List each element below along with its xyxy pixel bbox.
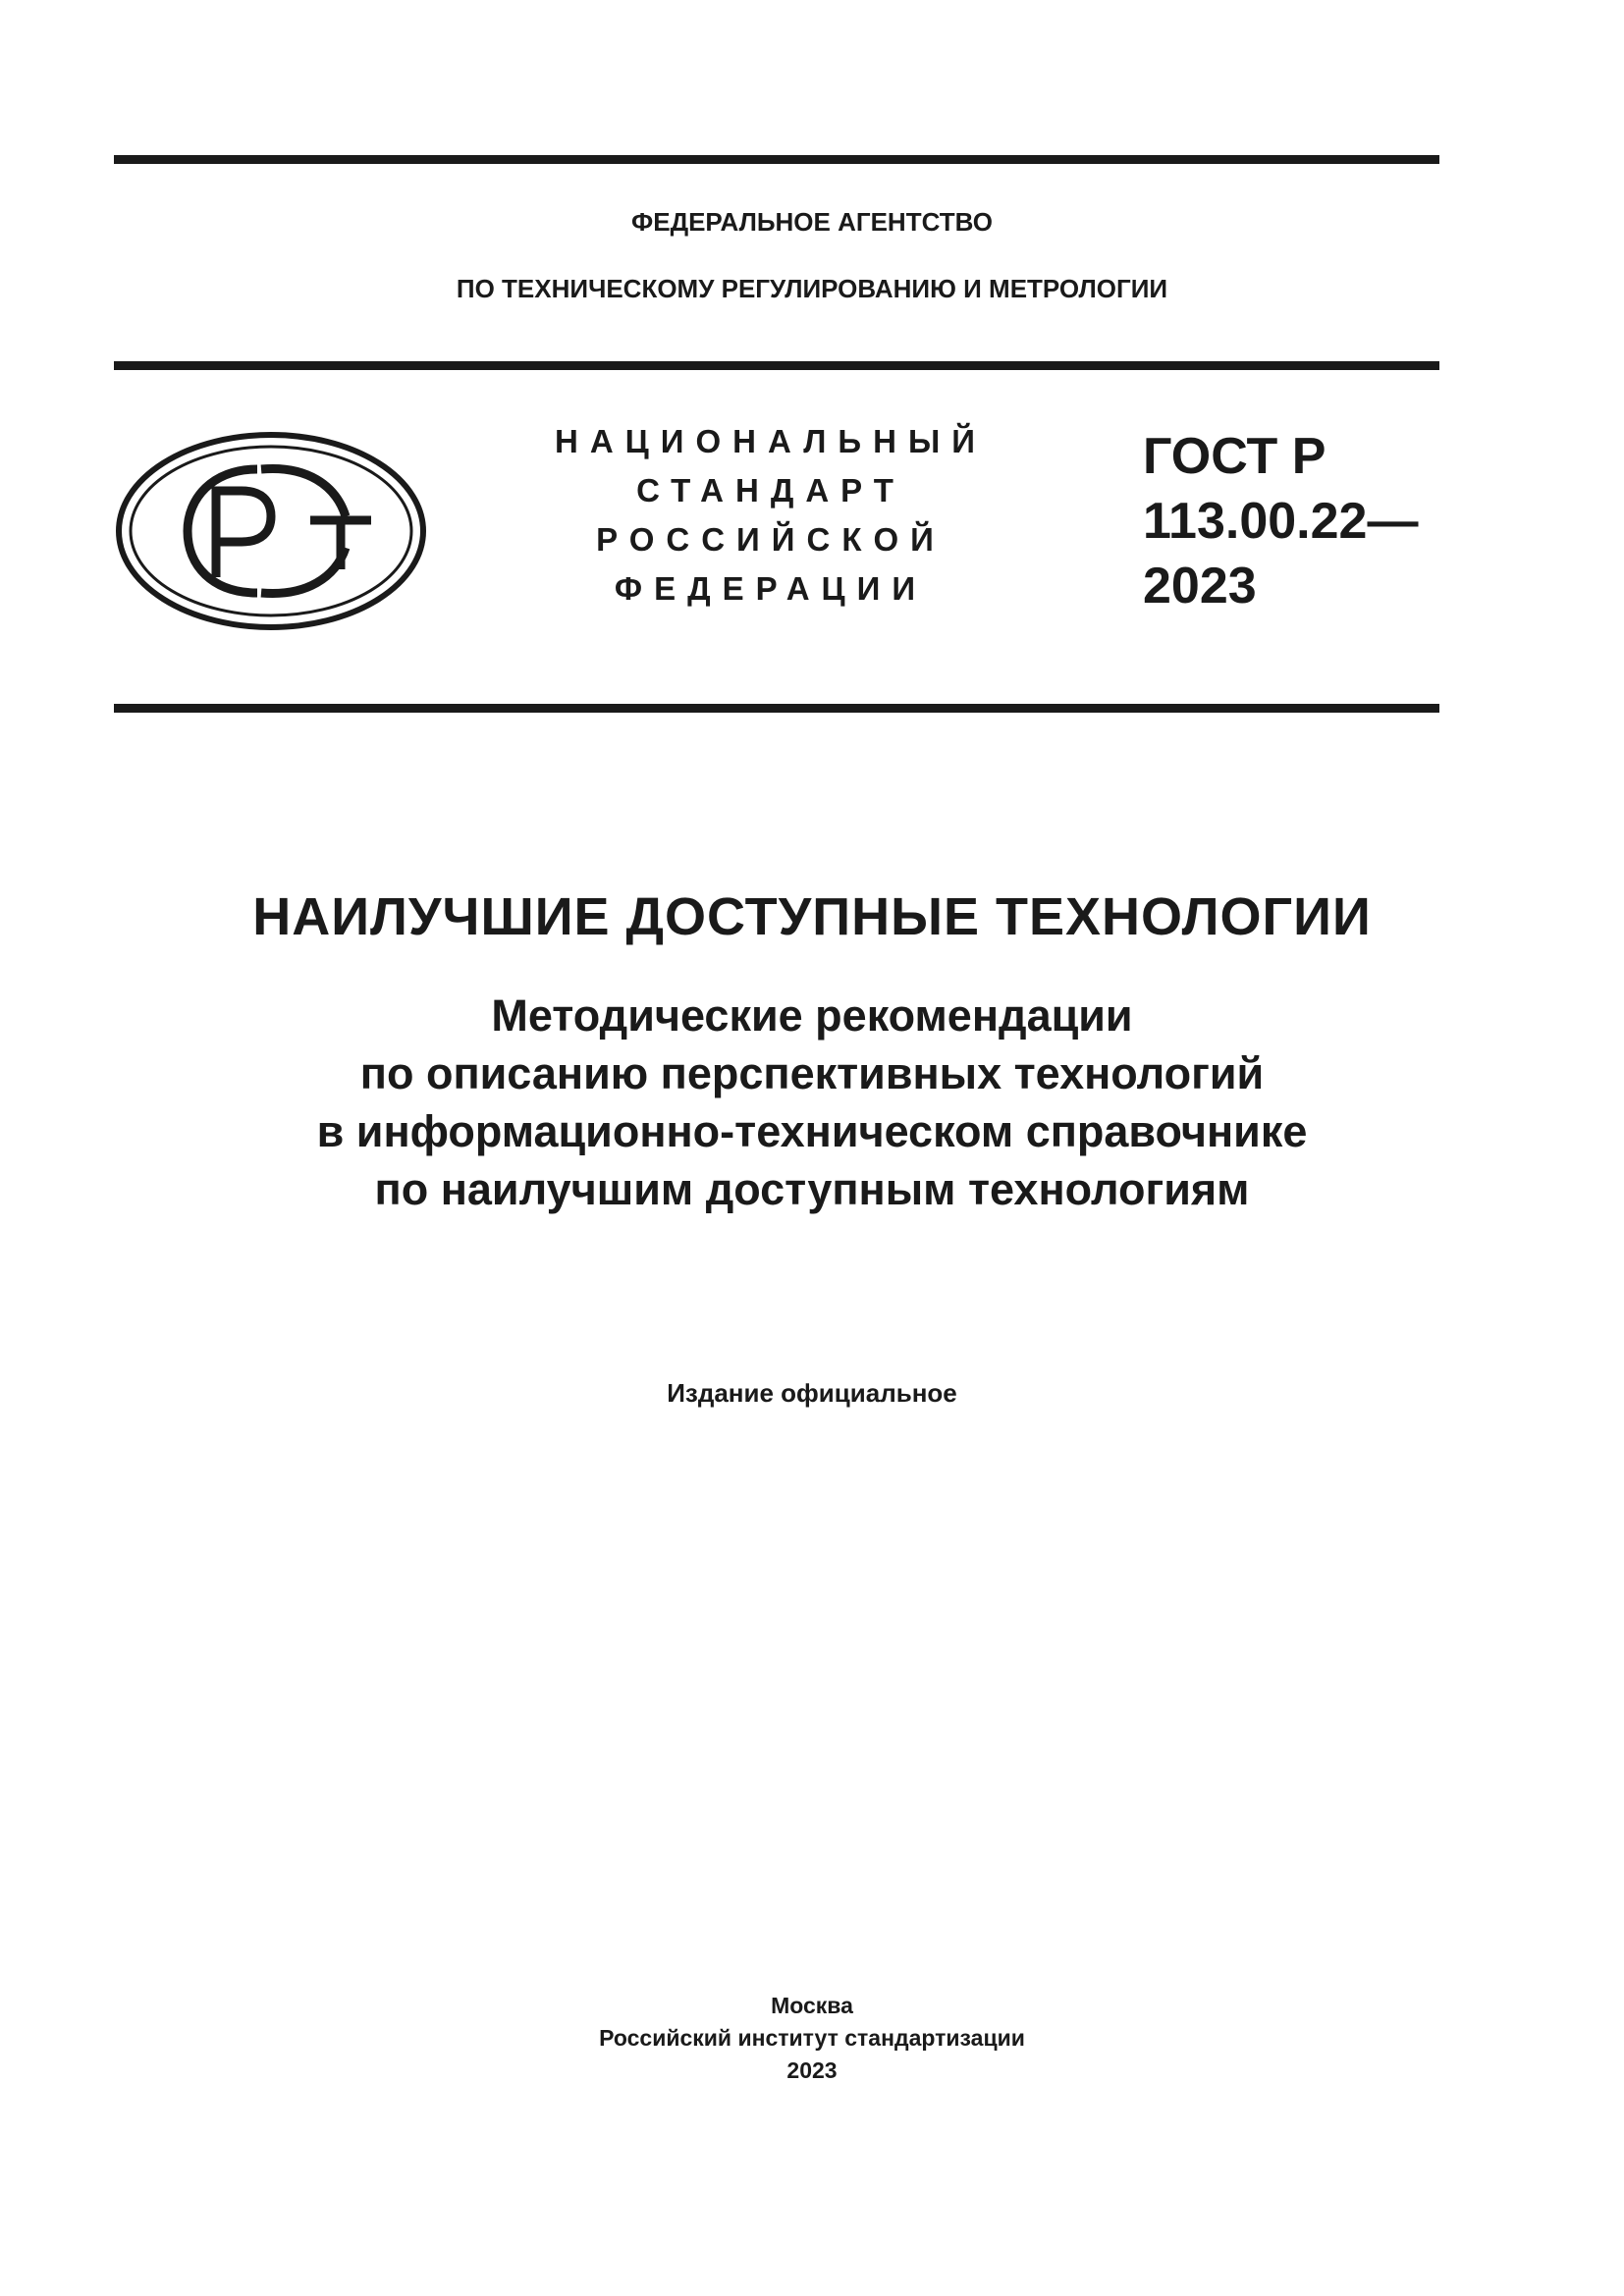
document-subtitle: [0, 988, 1624, 1217]
designation-line-2: 113.00.22—: [1143, 493, 1419, 550]
imprint-publisher: Российский институт стандартизации: [599, 2025, 1025, 2051]
standard-designation: [1143, 424, 1418, 618]
imprint-city: Москва: [771, 1993, 853, 2018]
agency-line-1: ФЕДЕРАЛЬНОЕ АГЕНТСТВО: [631, 207, 993, 237]
imprint: [0, 1990, 1624, 2087]
subtitle-line-2: по описанию перспективных технологий: [359, 1048, 1265, 1098]
agency-line-2: ПО ТЕХНИЧЕСКОМУ РЕГУЛИРОВАНИЮ И МЕТРОЛОГИИ: [456, 274, 1168, 303]
subtitle-line-4: по наилучшим доступным технологиям: [374, 1164, 1250, 1214]
imprint-year: 2023: [786, 2057, 838, 2083]
designation-line-1: ГОСТ Р: [1143, 428, 1326, 485]
standard-type: [511, 417, 1031, 614]
gost-r-certification-mark-icon: [114, 430, 428, 632]
standard-type-line-4: ФЕДЕРАЦИИ: [614, 570, 928, 607]
standard-type-line-3: РОССИЙСКОЙ: [596, 521, 946, 558]
edition-label: Издание официальное: [667, 1378, 957, 1408]
header-rule: [114, 361, 1439, 370]
designation-line-3: 2023: [1143, 558, 1257, 614]
subtitle-line-3: в информационно-техническом справочнике: [316, 1106, 1308, 1156]
standard-type-line-2: СТАНДАРТ: [636, 472, 905, 508]
standard-type-line-1: НАЦИОНАЛЬНЫЙ: [555, 423, 987, 459]
document-title: НАИЛУЧШИЕ ДОСТУПНЫЕ ТЕХНОЛОГИИ: [252, 887, 1372, 946]
bottom-header-rule: [114, 704, 1439, 713]
subtitle-line-1: Методические рекомендации: [491, 990, 1133, 1041]
top-rule: [114, 155, 1439, 164]
